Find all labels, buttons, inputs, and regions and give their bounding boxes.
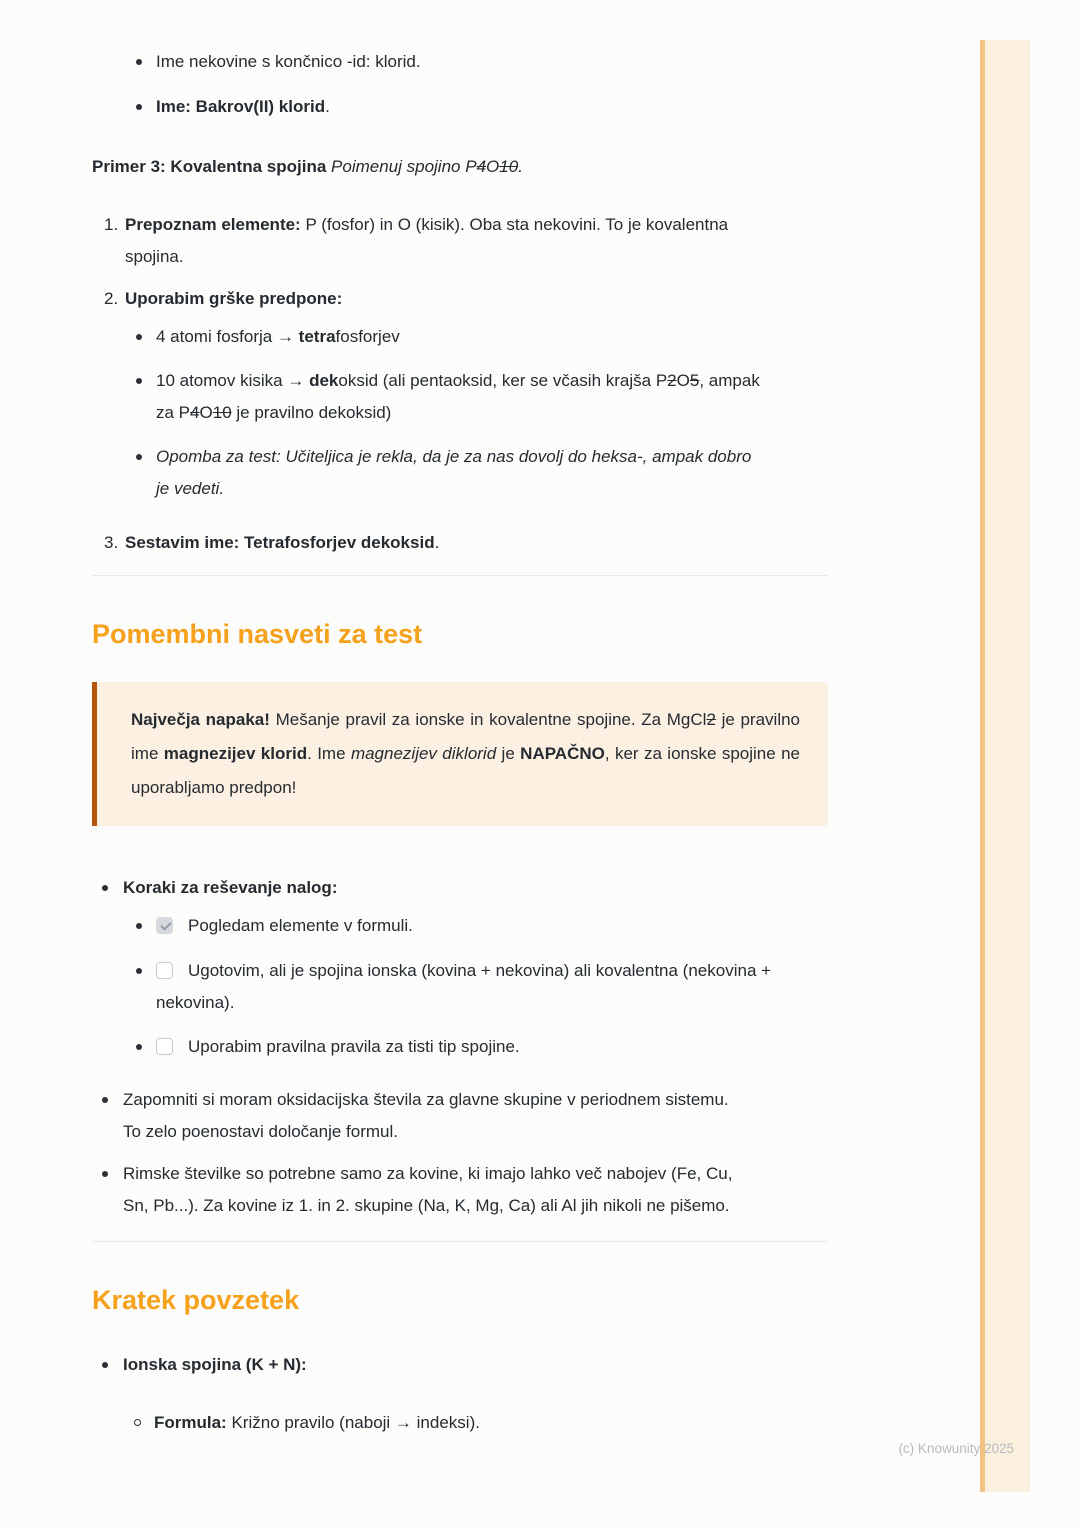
struck-digit: 4 [190, 403, 200, 422]
bold-text: Formula: [154, 1413, 227, 1432]
example-3-title [92, 151, 828, 183]
text-segment: Uporabim pravilna pravila za tisti tip spojine. [188, 1037, 520, 1056]
bullet-text [156, 91, 330, 123]
callout-text [131, 703, 800, 805]
list-item [92, 441, 828, 505]
bullet-text [123, 872, 337, 904]
bullet-text [156, 365, 776, 429]
bullet-dot-icon [136, 923, 142, 929]
checklist-text [156, 955, 796, 1019]
text-segment: Ugotovim, ali je spojina ionska (kovina + nekovina) ali kovalentna (nekovina + nekovina). [156, 961, 772, 1012]
text-segment: 4 atomi fosforja → [156, 327, 299, 346]
bullet-text: Ime nekovine s končnico -id: klorid. [156, 52, 421, 71]
text-segment: Mešanje pravil za ionske in kovalentne spojine. Za MgCl [269, 710, 707, 729]
struck-digit: 2 [667, 371, 677, 390]
checklist-item [92, 955, 828, 1019]
bullet-text: Rimske številke so potrebne samo za kovine, ki imajo lahko več nabojev (Fe, Cu, Sn, Pb...). Za kovine iz 1. in 2. skupine (Na, K, Mg, Ca) ali Al jih nikoli ne pišemo. [123, 1164, 733, 1215]
numbered-item-3 [92, 527, 828, 559]
italic-text: magnezijev diklorid [350, 744, 497, 763]
warning-callout [92, 682, 828, 826]
text-segment: fosforjev [335, 327, 400, 346]
bold-text: Največja napaka! [131, 710, 270, 729]
list-item [92, 1349, 828, 1381]
italic-text [326, 157, 523, 176]
checklist-text [156, 910, 413, 942]
text-segment: O [486, 157, 500, 176]
numbered-item-2 [92, 283, 828, 315]
step-text [125, 283, 342, 315]
list-item [92, 321, 828, 353]
checklist-text [156, 1031, 520, 1063]
bold-text: Koraki za reševanje nalog: [123, 878, 338, 897]
list-item [92, 872, 828, 904]
list-item [92, 1084, 828, 1148]
section-heading-summary: Kratek povzetek [92, 1285, 300, 1315]
item-number: 1. [104, 215, 119, 234]
bullet-dot-icon [136, 334, 142, 340]
text-segment: . [434, 533, 440, 552]
text-segment: Križno pravilo (naboji → indeksi). [226, 1413, 480, 1432]
numbered-item-1 [92, 209, 828, 273]
bold-text: magnezijev klorid [163, 744, 308, 763]
checkbox-step-3[interactable] [156, 1038, 173, 1055]
step-text [125, 527, 439, 559]
side-accent-band [980, 40, 1030, 1492]
list-item [92, 91, 828, 123]
bullet-dot-icon [102, 1362, 108, 1368]
bullet-dot-icon [136, 59, 142, 65]
list-item [92, 365, 828, 429]
bullet-dot-icon [136, 104, 142, 110]
bold-text: Primer 3: Kovalentna spojina [92, 157, 327, 176]
text-segment: Poimenuj spojino P [326, 157, 477, 176]
checkbox-step-2[interactable] [156, 962, 173, 979]
bullet-text [154, 1407, 480, 1439]
item-number: 2. [104, 289, 119, 308]
bold-text: NAPAČNO [520, 744, 605, 763]
text-segment: 10 atomov kisika → [156, 371, 310, 390]
text-segment: O [676, 371, 690, 390]
text-segment: je pravilno dekoksid) [231, 403, 392, 422]
bold-text: Ionska spojina (K + N): [123, 1355, 307, 1374]
bullet-dot-icon [136, 454, 142, 460]
section-divider [92, 1241, 828, 1242]
bullet-dot-icon [102, 885, 108, 891]
checklist-item [92, 910, 828, 942]
bold-text: Sestavim ime: Tetrafosforjev dekoksid [125, 533, 435, 552]
notes-content [92, 0, 828, 1452]
text-segment: , ker za ionske spojine ne uporabljamo predpon! [131, 744, 800, 797]
text-segment: . Ime [307, 744, 351, 763]
list-item [92, 1407, 828, 1439]
list-item [92, 46, 828, 78]
text-segment: oksid (ali pentaoksid, ker se včasih krajša P [338, 371, 668, 390]
struck-digit: 2 [706, 710, 716, 729]
bold-text: tetra [298, 327, 336, 346]
section-heading-tips: Pomembni nasveti za test [92, 619, 423, 649]
bullet-text [123, 1349, 307, 1381]
checkbox-step-1[interactable] [156, 917, 173, 934]
italic-text: Opomba za test: Učiteljica je rekla, da je za nas dovolj do heksa-, ampak dobro je vedeti. [156, 447, 752, 498]
step-text [125, 209, 745, 273]
note-text [156, 441, 761, 505]
circle-bullet-icon [134, 1419, 141, 1426]
struck-digit: 4 [476, 157, 487, 176]
text-segment: . [518, 157, 523, 176]
bold-text: Ime: Bakrov(II) klorid [156, 97, 326, 116]
bold-text: Prepoznam elemente: [125, 215, 301, 234]
bullet-text: Zapomniti si moram oksidacijska števila za glavne skupine v periodnem sistemu. To zelo poenostavi določanje formul. [123, 1090, 729, 1141]
text-segment: je [496, 744, 521, 763]
bullet-dot-icon [136, 1044, 142, 1050]
struck-digit: 10 [499, 157, 519, 176]
checklist-item [92, 1031, 828, 1063]
section-divider [92, 575, 828, 576]
struck-digit: 10 [212, 403, 232, 422]
text-segment: Pogledam elemente v formuli. [188, 916, 413, 935]
list-item [92, 1158, 828, 1222]
struck-digit: 5 [689, 371, 700, 390]
bullet-dot-icon [136, 968, 142, 974]
item-number: 3. [104, 533, 119, 552]
bullet-dot-icon [102, 1097, 108, 1103]
text-segment: P (fosfor) in O (kisik). Oba sta nekovini. To je kovalentna spojina. [125, 215, 729, 266]
bullet-text [156, 321, 400, 353]
bold-text: Uporabim grške predpone: [125, 289, 343, 308]
bold-text: dek [309, 371, 339, 390]
copyright-text: (c) Knowunity 2025 [898, 1441, 1014, 1456]
text-segment: . [325, 97, 330, 116]
text-segment: O [199, 403, 213, 422]
bullet-dot-icon [102, 1171, 108, 1177]
text-segment: , ampak za P [156, 371, 760, 422]
bullet-dot-icon [136, 378, 142, 384]
text-segment: je pravilno ime [131, 710, 801, 763]
